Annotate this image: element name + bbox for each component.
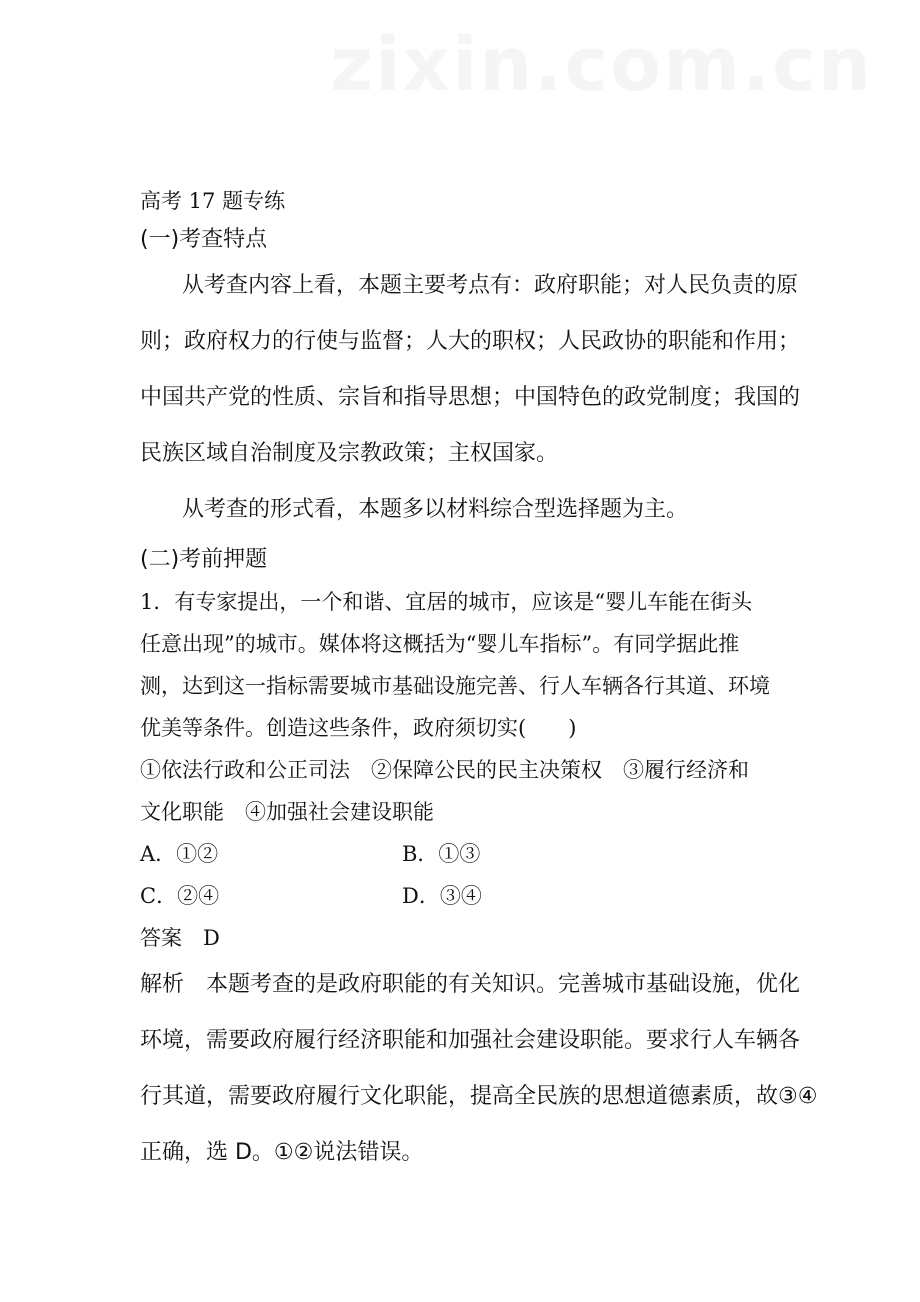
option-c: C．②④ bbox=[140, 884, 220, 908]
question-line-3: 测，达到这一指标需要城市基础设施完善、行人车辆各行其道、环境 bbox=[140, 674, 770, 698]
statements-line-2: 文化职能 ④加强社会建设职能 bbox=[140, 800, 434, 824]
option-b: B．①③ bbox=[402, 842, 481, 866]
analysis-line-4: 正确，选 D。①②说法错误。 bbox=[140, 1140, 424, 1165]
analysis-line-3: 行其道，需要政府履行文化职能，提高全民族的思想道德素质，故③④ bbox=[140, 1084, 818, 1109]
para2: 从考查的形式看，本题多以材料综合型选择题为主。 bbox=[182, 497, 689, 522]
option-a: A．①② bbox=[140, 842, 219, 866]
para1-line-3: 中国共产党的性质、宗旨和指导思想；中国特色的政党制度；我国的 bbox=[140, 385, 801, 410]
section2-heading: (二)考前押题 bbox=[140, 547, 268, 572]
option-d: D．③④ bbox=[402, 884, 482, 908]
watermark: zixin.com.cn bbox=[330, 22, 873, 108]
statements-line-1: ①依法行政和公正司法 ②保障公民的民主决策权 ③履行经济和 bbox=[140, 758, 749, 782]
analysis-line-1: 解析 本题考查的是政府职能的有关知识。完善城市基础设施，优化 bbox=[140, 972, 801, 997]
answer: 答案 D bbox=[140, 926, 220, 950]
para1-line-4: 民族区域自治制度及宗教政策；主权国家。 bbox=[140, 441, 559, 466]
question-line-2: 任意出现”的城市。媒体将这概括为“婴儿车指标”。有同学据此推 bbox=[140, 632, 740, 656]
question-line-1: 1．有专家提出，一个和谐、宜居的城市，应该是“婴儿车能在街头 bbox=[140, 590, 753, 614]
question-line-4: 优美等条件。创造这些条件，政府须切实( ) bbox=[140, 716, 577, 740]
section1-heading: (一)考查特点 bbox=[140, 227, 268, 252]
para1-line-2: 则；政府权力的行使与监督；人大的职权；人民政协的职能和作用； bbox=[140, 329, 801, 354]
para1-line-1: 从考查内容上看，本题主要考点有：政府职能；对人民负责的原 bbox=[182, 273, 799, 298]
analysis-line-2: 环境，需要政府履行经济职能和加强社会建设职能。要求行人车辆各 bbox=[140, 1028, 801, 1053]
doc-title: 高考 17 题专练 bbox=[140, 189, 286, 213]
